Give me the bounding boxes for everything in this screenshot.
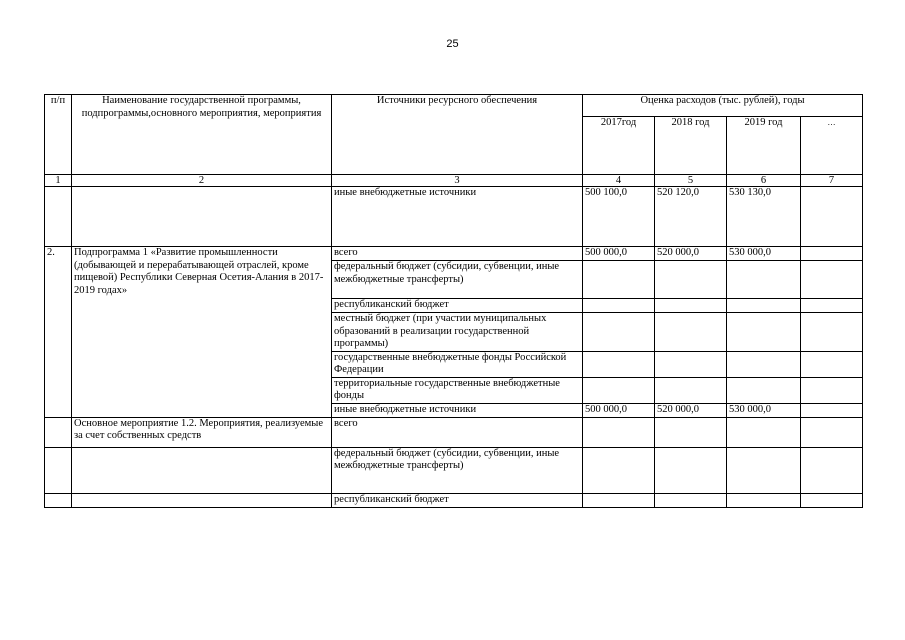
value-2018: [655, 377, 727, 403]
header-year-2019: 2019 год: [727, 117, 801, 175]
subprogram-num: 2.: [45, 247, 72, 418]
header-year-more: …: [801, 117, 863, 175]
value-2017: [583, 261, 655, 299]
value-2018: 520 000,0: [655, 403, 727, 417]
source-cell: федеральный бюджет (субсидии, субвенции, иные межбюджетные трансферты): [332, 447, 583, 493]
value-2019: 530 000,0: [727, 247, 801, 261]
value-2019: 530 130,0: [727, 187, 801, 247]
source-cell: местный бюджет (при участии муниципальных образований в реализации государственной программы): [332, 313, 583, 352]
source-cell: государственные внебюджетные фонды Российской Федерации: [332, 351, 583, 377]
value-2018: 520 120,0: [655, 187, 727, 247]
header-year-2018: 2018 год: [655, 117, 727, 175]
main-activity-name: Основное мероприятие 1.2. Мероприятия, реализуемые за счет собственных средств: [72, 417, 332, 447]
col-number: 3: [332, 175, 583, 187]
table-row: [45, 447, 863, 493]
source-cell: иные внебюджетные источники: [332, 403, 583, 417]
source-cell: федеральный бюджет (субсидии, субвенции, иные межбюджетные трансферты): [332, 261, 583, 299]
header-source: Источники ресурсного обеспечения: [332, 95, 583, 175]
source-cell: республиканский бюджет: [332, 493, 583, 507]
col-number: 2: [72, 175, 332, 187]
value-2017: [583, 299, 655, 313]
header-estimate: Оценка расходов (тыс. рублей), годы: [583, 95, 863, 117]
value-2018: [655, 299, 727, 313]
source-cell: иные внебюджетные источники: [332, 187, 583, 247]
subprogram-name: Подпрограмма 1 «Развитие промышленности (добывающей и перерабатывающей отраслей, кроме пищевой) Республики Северная Осетия-Алания в 2017-2019 годах»: [72, 247, 332, 418]
header-num: п/п: [45, 95, 72, 175]
value-2018: [655, 351, 727, 377]
value-2017: 500 100,0: [583, 187, 655, 247]
table-row: [45, 187, 863, 247]
col-number: 4: [583, 175, 655, 187]
value-2017: [583, 351, 655, 377]
col-number: 5: [655, 175, 727, 187]
col-number: 7: [801, 175, 863, 187]
value-2019: [727, 299, 801, 313]
value-2019: [727, 377, 801, 403]
value-2019: [727, 313, 801, 352]
table-row: [45, 247, 863, 261]
source-cell: всего: [332, 417, 583, 447]
source-cell: территориальные государственные внебюджетные фонды: [332, 377, 583, 403]
col-number: 1: [45, 175, 72, 187]
value-2017: [583, 377, 655, 403]
value-2017: [583, 313, 655, 352]
header-name: Наименование государственной программы, подпрограммы,основного мероприятия, мероприятия: [72, 95, 332, 175]
resource-table: [44, 94, 863, 508]
value-2019: [727, 261, 801, 299]
value-2017: 500 000,0: [583, 247, 655, 261]
page-number: 25: [446, 38, 459, 50]
col-number: 6: [727, 175, 801, 187]
table-row: [45, 493, 863, 507]
value-2018: 520 000,0: [655, 247, 727, 261]
value-2018: [655, 261, 727, 299]
value-2019: [727, 351, 801, 377]
value-2018: [655, 313, 727, 352]
header-year-2017: 2017год: [583, 117, 655, 175]
table-row: [45, 417, 863, 447]
value-2017: 500 000,0: [583, 403, 655, 417]
value-2019: 530 000,0: [727, 403, 801, 417]
source-cell: всего: [332, 247, 583, 261]
source-cell: республиканский бюджет: [332, 299, 583, 313]
